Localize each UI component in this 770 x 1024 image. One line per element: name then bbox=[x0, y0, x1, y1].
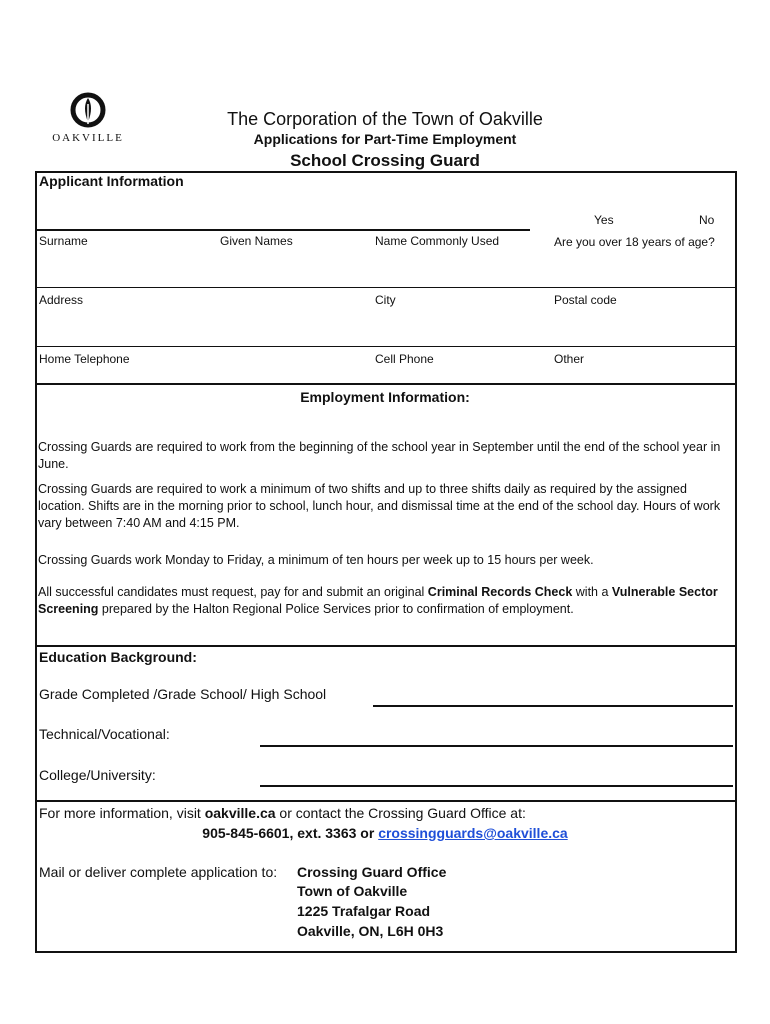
given-names-label: Given Names bbox=[220, 234, 293, 248]
yes-label: Yes bbox=[594, 213, 614, 227]
employment-paragraph-4 bbox=[38, 584, 718, 618]
employment-paragraph-1: Crossing Guards are required to work from the beginning of the school year in September until the end of the school year in June. bbox=[38, 440, 721, 471]
address-label: Address bbox=[39, 293, 84, 307]
education-title: Education Background: bbox=[39, 649, 197, 665]
info-text-a: For more information, visit bbox=[39, 805, 205, 821]
technical-input-line[interactable] bbox=[260, 745, 733, 747]
college-input-line[interactable] bbox=[260, 785, 733, 787]
other-label: Other bbox=[554, 352, 585, 366]
p4-vulnerable-sector-screening: Vulnerable Sector Screening bbox=[38, 585, 718, 616]
surname-label: Surname bbox=[39, 234, 88, 248]
employment-paragraph-3: Crossing Guards work Monday to Friday, a minimum of ten hours per week up to 15 hours per week. bbox=[38, 553, 594, 567]
email-link[interactable]: crossingguards@oakville.ca bbox=[378, 825, 568, 841]
name-common-label: Name Commonly Used bbox=[375, 234, 500, 248]
mail-label: Mail or deliver complete application to: bbox=[39, 864, 278, 880]
phone-number: 905-845-6601, ext. 3363 or bbox=[202, 825, 379, 841]
name-underline bbox=[37, 229, 530, 231]
section-divider bbox=[37, 800, 735, 802]
address-line-2: Town of Oakville bbox=[297, 883, 408, 899]
p4-text-a: All successful candidates must request, pay for and submit an original bbox=[38, 585, 428, 599]
p4-criminal-records-check: Criminal Records Check bbox=[427, 585, 573, 599]
applicant-section-title: Applicant Information bbox=[39, 173, 184, 189]
form-subtitle: Applications for Part-Time Employment bbox=[253, 131, 517, 147]
p4-text-c: with a bbox=[572, 585, 612, 599]
technical-label: Technical/Vocational: bbox=[39, 726, 170, 742]
city-label: City bbox=[375, 293, 396, 307]
section-divider bbox=[37, 645, 735, 647]
employment-title: Employment Information: bbox=[300, 389, 470, 405]
p4-text-e: prepared by the Halton Regional Police Services prior to confirmation of employment. bbox=[98, 602, 574, 616]
grade-input-line[interactable] bbox=[373, 705, 733, 707]
section-divider bbox=[37, 383, 735, 385]
address-line-3: 1225 Trafalgar Road bbox=[297, 903, 431, 919]
grade-label: Grade Completed /Grade School/ High School bbox=[39, 686, 327, 702]
logo-wordmark: OAKVILLE bbox=[52, 132, 124, 144]
no-label: No bbox=[699, 213, 715, 227]
row-divider bbox=[37, 287, 735, 288]
age-question: Are you over 18 years of age? bbox=[554, 235, 715, 249]
phone-email-line bbox=[0, 825, 770, 841]
address-line-1: Crossing Guard Office bbox=[297, 864, 447, 880]
postal-code-label: Postal code bbox=[554, 293, 617, 307]
position-title: School Crossing Guard bbox=[290, 151, 480, 170]
website-link[interactable]: oakville.ca bbox=[204, 805, 276, 821]
home-phone-label: Home Telephone bbox=[39, 352, 130, 366]
cell-phone-label: Cell Phone bbox=[375, 352, 434, 366]
row-divider bbox=[37, 346, 735, 347]
more-info-line bbox=[39, 805, 526, 821]
org-title: The Corporation of the Town of Oakville bbox=[227, 109, 543, 129]
info-text-b: or contact the Crossing Guard Office at: bbox=[275, 805, 526, 821]
employment-paragraph-2: Crossing Guards are required to work a minimum of two shifts and up to three shifts daily as required by the assigned location. Shifts are in the morning prior to school, lunch hour, and dismissal time at the end of the school day. Hours of work vary between 7:40 AM and 4:15 PM. bbox=[38, 482, 721, 530]
address-line-4: Oakville, ON, L6H 0H3 bbox=[297, 923, 444, 939]
college-label: College/University: bbox=[39, 767, 156, 783]
